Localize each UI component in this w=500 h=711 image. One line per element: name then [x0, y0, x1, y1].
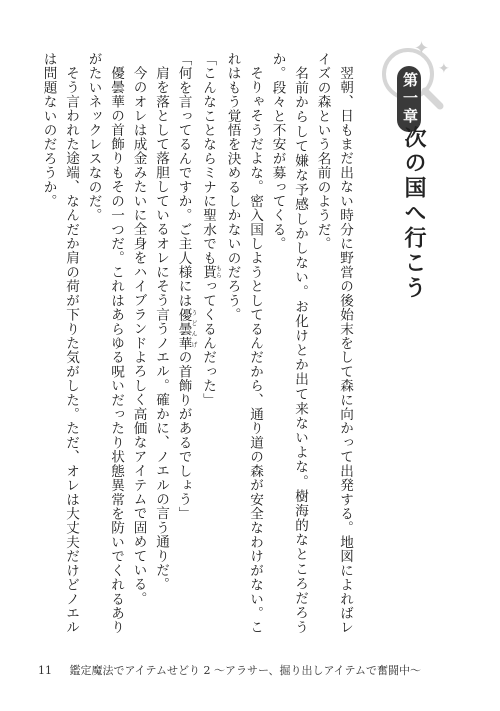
paragraph: 優曇華の首飾りもその一つだ。これはあらゆる呪いだったり状態異常を防いでくれるありがたいネックレスなのだ。 — [85, 52, 124, 634]
page-number: 11 — [38, 664, 52, 677]
paragraph: 肩を落として落胆しているオレにそう言うノエル。確かに、ノエルの言う通りだ。 — [153, 65, 169, 591]
page-footer — [38, 662, 421, 678]
book-title: 鑑定魔法でアイテムせどり 2 〜アラサー、掘り出しアイテムで奮闘中〜 — [69, 664, 421, 677]
chapter-title: 次の国へ行こう — [401, 126, 426, 301]
ruby-annotation: 優曇華うどんげ — [175, 307, 197, 351]
paragraph: そう言われた途端、なんだか肩の荷が下りた気がした。ただ、オレは大丈夫だけどノエルは問題ないのだろうか。 — [40, 52, 79, 634]
paragraph: 名前からして嫌な予感しかしない。お化けとか出て来ないよな。樹海的なところだろうか。段々と不安が募ってくる。 — [269, 52, 308, 634]
paragraph: 翌朝、日もまだ出ない時分に野営の後始末をして森に向かって出発する。地図によればレイズの森という名前のようだ。 — [314, 52, 353, 634]
chapter-label: 第一章 — [397, 66, 421, 132]
body-text — [40, 52, 356, 634]
dialogue-line: 「何を言ってるんですか。ご主人様には優曇華うどんげの首飾りがあるでしょう」 — [175, 52, 197, 521]
paragraph: 今のオレは成金みたいに全身をハイブランドよろしく高価なアイテムで固めている。 — [130, 65, 147, 606]
ruby-annotation: 貰もら — [200, 265, 222, 280]
dialogue-line: 「こんなことならミナに聖水でも貰もらってくるんだった」 — [200, 52, 222, 408]
paragraph: そりゃそうだよな。密入国しようとしてるんだから、通り道の森が安全なわけがない。これはもう覚悟を決めるしかないのだろう。 — [224, 52, 263, 634]
sparkle-icon: ✦ — [414, 38, 430, 59]
sparkle-icon: ✦ — [438, 61, 450, 77]
